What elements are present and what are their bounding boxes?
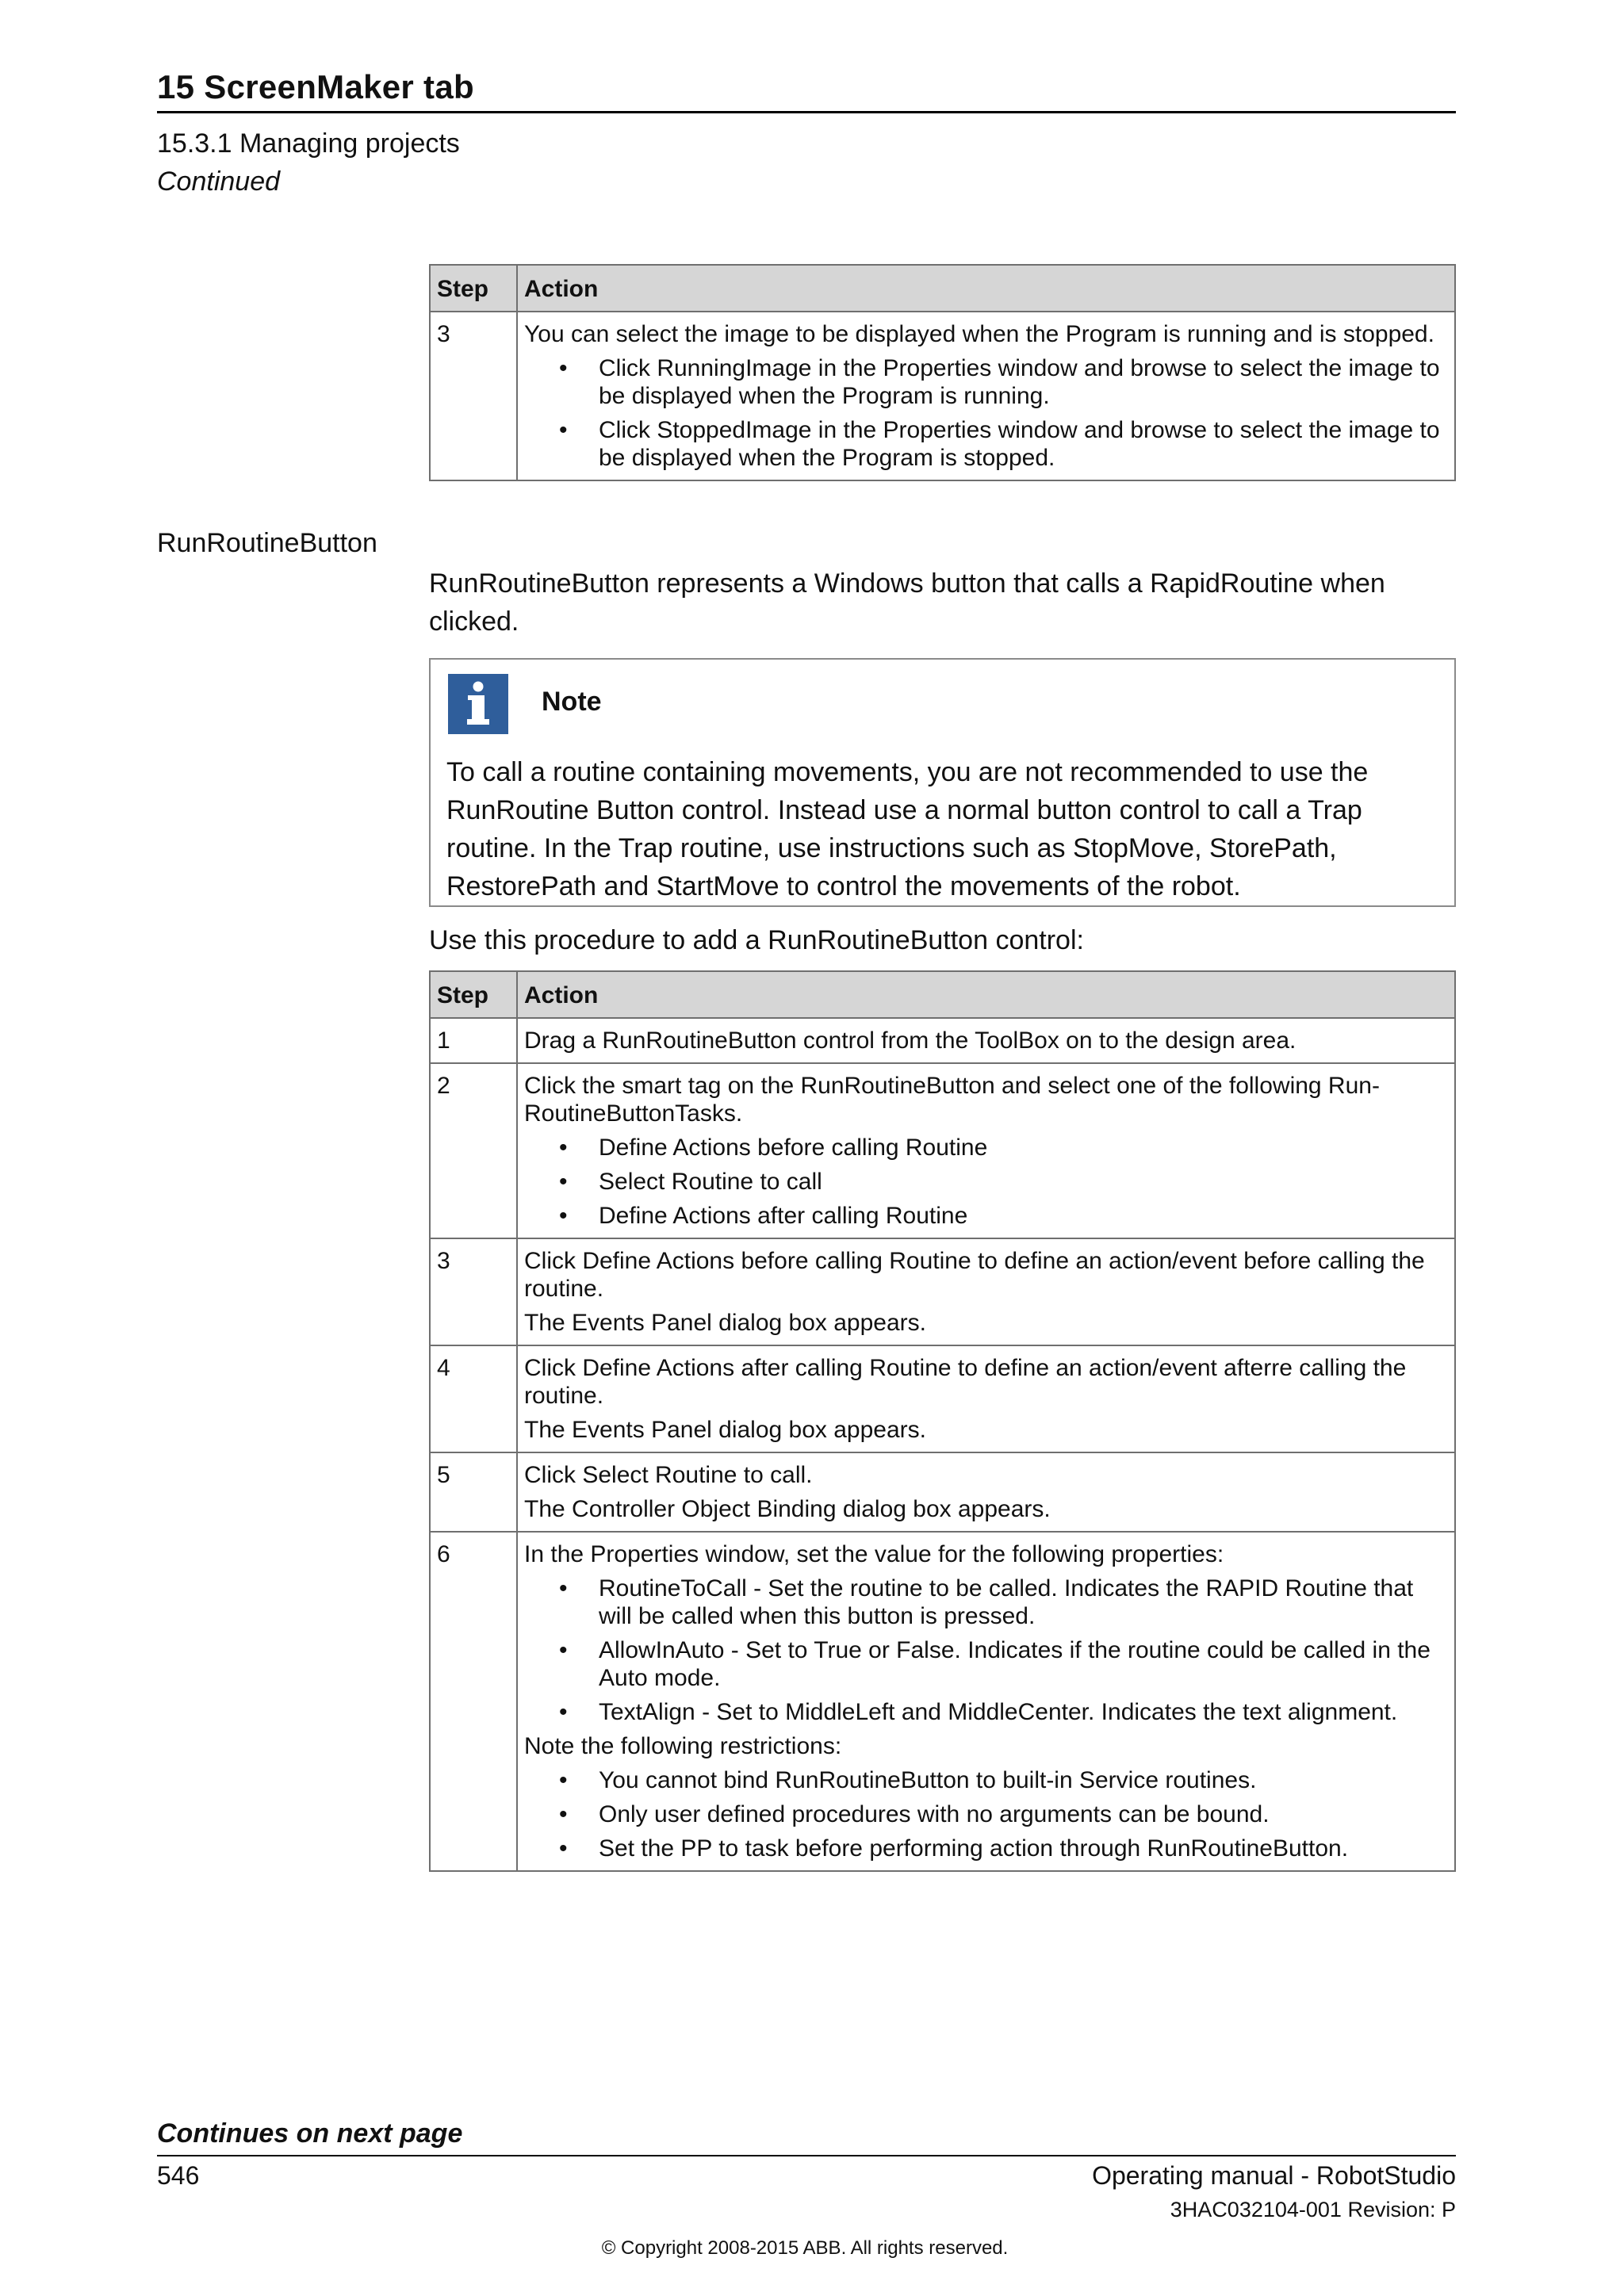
- action-text: Click Define Actions before calling Routine to define an action/event before calling the routine.: [524, 1248, 1425, 1302]
- step-number: 2: [430, 1063, 517, 1238]
- list-item: • Click StoppedImage in the Properties window and browse to select the image to be displayed when the Program is stopped.: [524, 416, 1448, 472]
- action-column-header: Action: [517, 265, 1455, 312]
- continued-label: Continued: [157, 166, 281, 197]
- table-row: [430, 1063, 1455, 1238]
- description-paragraph: RunRoutineButton represents a Windows button that calls a RapidRoutine when clicked.: [429, 568, 1385, 637]
- table-header-row: [430, 265, 1455, 312]
- table-row: [430, 1452, 1455, 1532]
- side-heading: RunRoutineButton: [157, 528, 377, 558]
- table-header-row: [430, 971, 1455, 1018]
- note-box: [429, 658, 1456, 907]
- manual-title: Operating manual - RobotStudio: [1092, 2161, 1456, 2190]
- list-item: • Select Routine to call: [524, 1168, 1448, 1196]
- footer-divider: [157, 2155, 1456, 2156]
- list-item: • AllowInAuto - Set to True or False. Indicates if the routine could be called in the Auto mode.: [524, 1636, 1448, 1692]
- action-cell: [517, 312, 1455, 480]
- list-item: • Only user defined procedures with no arguments can be bound.: [524, 1800, 1448, 1828]
- action-cell: [517, 1532, 1455, 1871]
- copyright-notice: © Copyright 2008-2015 ABB. All rights reserved.: [601, 2237, 1009, 2259]
- bullet-list: [524, 1134, 1448, 1230]
- action-result: The Events Panel dialog box appears.: [524, 1417, 926, 1443]
- action-cell: [517, 1452, 1455, 1532]
- header-divider: [157, 111, 1456, 113]
- section-title: 15.3.1 Managing projects: [157, 128, 460, 159]
- action-cell: [517, 1345, 1455, 1452]
- list-item: • Set the PP to task before performing action through RunRoutineButton.: [524, 1835, 1448, 1862]
- step-number: 1: [430, 1018, 517, 1063]
- page-number: 546: [157, 2161, 200, 2190]
- bullet-list: [524, 1575, 1448, 1726]
- restrictions-text: Note the following restrictions:: [524, 1733, 842, 1759]
- info-icon: [448, 674, 508, 734]
- list-item: • TextAlign - Set to MiddleLeft and MiddleCenter. Indicates the text alignment.: [524, 1698, 1448, 1726]
- step-number: 4: [430, 1345, 517, 1452]
- action-column-header: Action: [517, 971, 1455, 1018]
- list-item: • RoutineToCall - Set the routine to be called. Indicates the RAPID Routine that will be called when this button is pressed.: [524, 1575, 1448, 1630]
- action-cell: [517, 1238, 1455, 1345]
- action-text: Click Define Actions after calling Routine to define an action/event afterre calling the routine.: [524, 1355, 1407, 1409]
- continues-next-page: Continues on next page: [157, 2118, 463, 2149]
- table-row: [430, 312, 1455, 480]
- bullet-list: [524, 354, 1448, 472]
- table-row: [430, 1345, 1455, 1452]
- step-column-header: Step: [430, 265, 517, 312]
- table-row: [430, 1532, 1455, 1871]
- image-steps-table: [429, 264, 1456, 481]
- step-number: 6: [430, 1532, 517, 1871]
- action-text: Click the smart tag on the RunRoutineButton and select one of the following Run-RoutineButtonTasks.: [524, 1073, 1380, 1127]
- action-result: The Events Panel dialog box appears.: [524, 1310, 926, 1336]
- table-row: [430, 1018, 1455, 1063]
- table-row: [430, 1238, 1455, 1345]
- list-item: • You cannot bind RunRoutineButton to built-in Service routines.: [524, 1766, 1448, 1794]
- action-cell: [517, 1018, 1455, 1063]
- action-result: The Controller Object Binding dialog box appears.: [524, 1496, 1051, 1522]
- action-text: In the Properties window, set the value for the following properties:: [524, 1541, 1224, 1567]
- step-number: 5: [430, 1452, 517, 1532]
- list-item: • Click RunningImage in the Properties window and browse to select the image to be displayed when the Program is running.: [524, 354, 1448, 410]
- list-item: • Define Actions after calling Routine: [524, 1202, 1448, 1230]
- document-id: 3HAC032104-001 Revision: P: [1170, 2198, 1456, 2221]
- procedure-steps-table: [429, 970, 1456, 1872]
- step-column-header: Step: [430, 971, 517, 1018]
- bullet-list: [524, 1766, 1448, 1862]
- chapter-title: 15 ScreenMaker tab: [157, 68, 474, 105]
- action-text: You can select the image to be displayed when the Program is running and is stopped.: [524, 321, 1434, 347]
- note-title: Note: [542, 687, 602, 717]
- step-number: 3: [430, 312, 517, 480]
- action-text: Click Select Routine to call.: [524, 1462, 813, 1488]
- list-item: • Define Actions before calling Routine: [524, 1134, 1448, 1161]
- procedure-intro: Use this procedure to add a RunRoutineButton control:: [429, 925, 1084, 955]
- note-text: To call a routine containing movements, you are not recommended to use the RunRoutine Button control. Instead use a normal button control to call a Trap routine. In the Trap routine, use instructions such as StopMove, StorePath, RestorePath and StartMove to control the movements of the robot.: [446, 757, 1369, 901]
- action-cell: [517, 1063, 1455, 1238]
- step-number: 3: [430, 1238, 517, 1345]
- action-text: Drag a RunRoutineButton control from the ToolBox on to the design area.: [524, 1027, 1297, 1054]
